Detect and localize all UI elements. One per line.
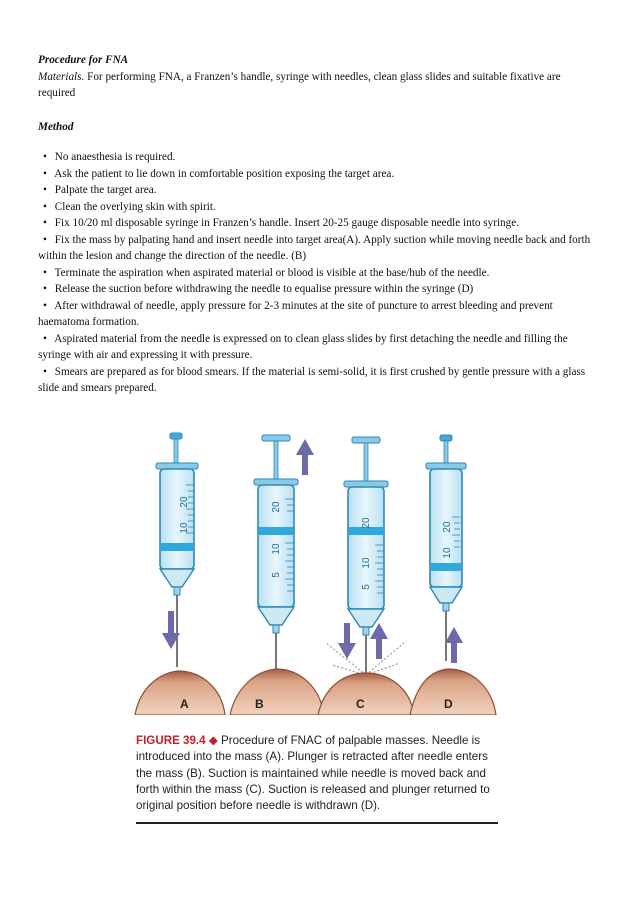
step-item: • Clean the overlying skin with spirit.	[38, 199, 598, 216]
step-item: • After withdrawal of needle, apply pressure for 2-3 minutes at the site of puncture to arrest bleeding and prevent haematoma formation.	[38, 299, 553, 328]
bullet: •	[43, 233, 47, 246]
panel-label-d: D	[444, 697, 453, 711]
scale-label-d-10: 10	[442, 547, 453, 559]
skin-mass-b	[230, 669, 324, 715]
procedure-heading: Procedure for FNA	[38, 54, 129, 66]
bullet: •	[43, 283, 47, 295]
caption-text: Procedure of FNAC of palpable masses. Needle is introduced into the mass (A). Plunger is retracted after needle enters the mass (B). Suction is maintained while needle is moved back and forth within the mass (C). Suction is released and plunger returned to original position before needle is withdrawn (D).	[136, 734, 490, 813]
fnac-figure	[130, 425, 500, 715]
step-item: • No anaesthesia is required.	[38, 149, 598, 166]
fnac-illustration	[130, 425, 500, 715]
bullet: •	[43, 365, 47, 378]
panel-d-syringe	[410, 435, 496, 715]
step-item: • Terminate the aspiration when aspirated material or blood is visible at the base/hub of the needle.	[38, 265, 598, 282]
diamond-icon: ◆	[208, 734, 218, 747]
skin-mass-c	[318, 673, 414, 715]
scale-label-b-20: 20	[271, 501, 282, 513]
step-item: • Smears are prepared as for blood smears. If the material is semi-solid, it is first crushed by gentle pressure with a glass slide and smears prepared.	[38, 365, 586, 394]
bullet: •	[43, 151, 47, 163]
step-item: • Fix 10/20 ml disposable syringe in Franzen’s handle. Insert 20-25 gauge disposable needle into syringe.	[38, 215, 598, 232]
scale-label-b-5: 5	[271, 572, 282, 578]
scale-label-c-5: 5	[361, 584, 372, 590]
panel-label-a: A	[180, 697, 189, 711]
materials-paragraph	[38, 69, 598, 102]
bullet: •	[43, 266, 47, 279]
bullet: •	[43, 332, 47, 345]
panel-a-syringe	[135, 433, 225, 715]
panel-label-b: B	[255, 697, 264, 711]
method-steps	[38, 149, 598, 397]
scale-label-a-20: 20	[179, 496, 190, 508]
step-item: • Release the suction before withdrawing the needle to equalise pressure within the syringe (D)	[38, 281, 598, 298]
bullet: •	[43, 200, 47, 213]
arrow-down-icon	[338, 623, 356, 659]
panel-b-syringe	[230, 435, 324, 715]
step-item: • Fix the mass by palpating hand and insert needle into target area(A). Apply suction while moving needle back and forth within the lesion and change the direction of the needle. (B)	[38, 233, 591, 262]
step-item: • Ask the patient to lie down in comfortable position exposing the target area.	[38, 166, 598, 183]
bullet: •	[43, 184, 47, 196]
caption-rule	[136, 822, 498, 824]
scale-label-b-10: 10	[271, 543, 282, 555]
step-item: • Palpate the target area.	[38, 182, 598, 199]
bullet: •	[43, 299, 47, 312]
document-body	[38, 52, 598, 397]
skin-mass-d	[410, 669, 496, 715]
bullet: •	[43, 167, 47, 180]
figure-caption	[136, 733, 498, 814]
arrow-up-icon	[445, 627, 463, 663]
bullet: •	[43, 217, 47, 229]
method-heading: Method	[38, 120, 74, 133]
scale-label-c-20: 20	[361, 517, 372, 529]
materials-text: For performing FNA, a Franzen’s handle, syringe with needles, clean glass slides and suitable fixative are required	[38, 70, 561, 99]
arrow-up-icon	[370, 623, 388, 659]
step-item: • Aspirated material from the needle is expressed on to clean glass slides by first detaching the needle and filling the syringe with air and expressing it with pressure.	[38, 332, 568, 361]
figure-label: FIGURE 39.4	[136, 734, 206, 747]
scale-label-a-10: 10	[179, 522, 190, 534]
scale-label-c-10: 10	[361, 557, 372, 569]
arrow-up-icon	[296, 439, 314, 475]
scale-label-d-20: 20	[442, 521, 453, 533]
materials-label: Materials.	[38, 70, 85, 83]
panel-label-c: C	[356, 697, 365, 711]
panel-c-syringe	[318, 437, 414, 715]
